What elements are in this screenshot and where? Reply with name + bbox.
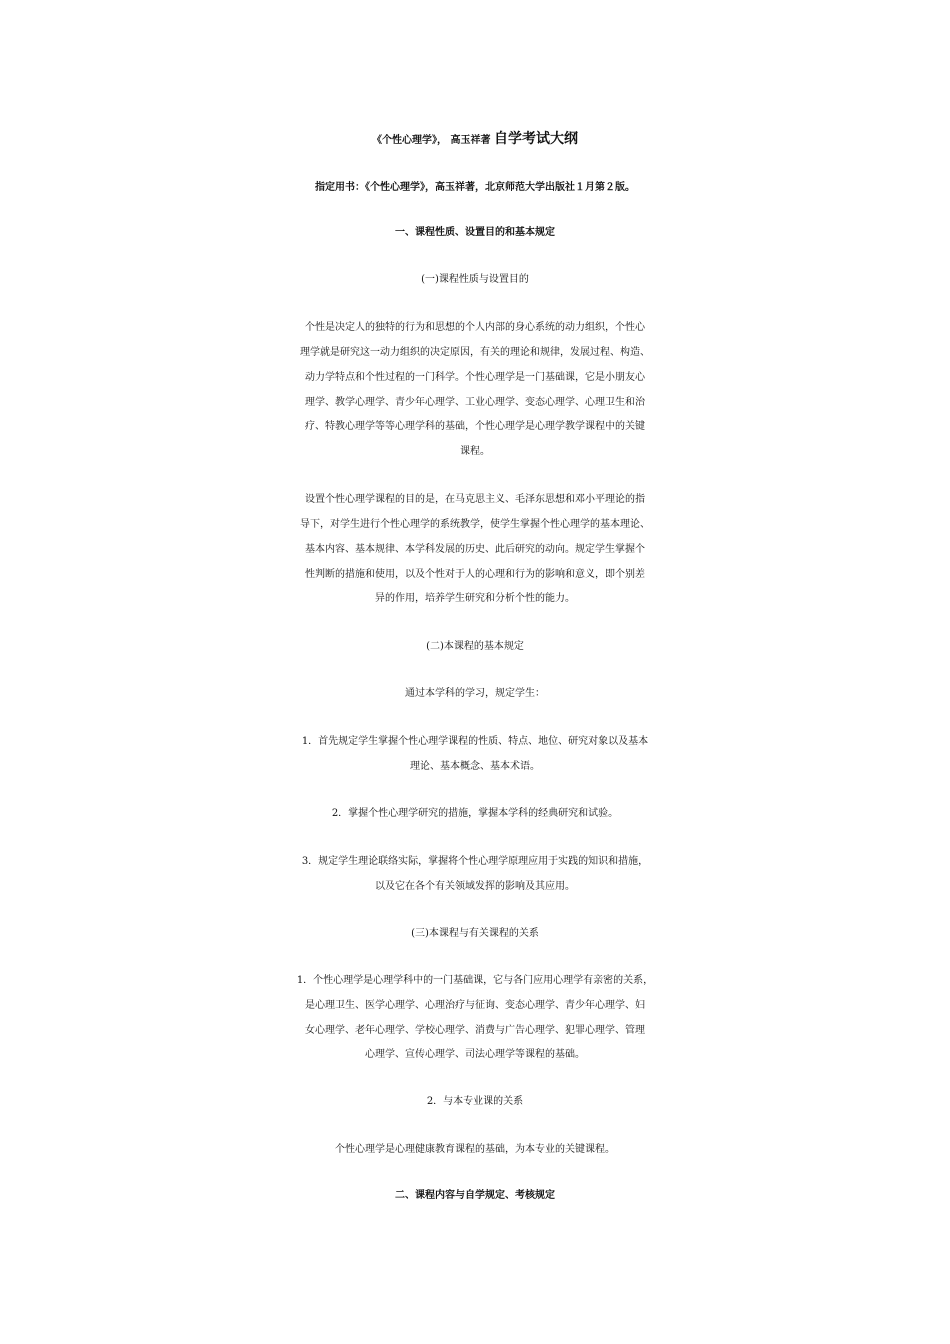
title-main: 《个性心理学》， 高玉祥著 <box>372 135 491 146</box>
title-subtitle: 自学考试大纲 <box>493 131 578 147</box>
section-heading-1: 一、课程性质、设置目的和基本规定 <box>395 227 555 238</box>
item-line: 是心理卫生、医学心理学、心理治疗与征询、变态心理学、青少年心理学、妇 <box>305 1000 645 1011</box>
paragraph-line: 个性是决定人的独特的行为和思想的个人内部的身心系统的动力组织，个性心 <box>305 322 645 333</box>
designated-book: 指定用书：《个性心理学》，高玉祥著，北京师范大学出版社１月第２版。 <box>315 182 635 193</box>
paragraph-line: 性判断的措施和使用，以及个性对于人的心理和行为的影响和意义，即个别差 <box>305 569 645 580</box>
paragraph-line: 基本内容、基本规律、本学科发展的历史、此后研究的动向。规定学生掌握个 <box>305 544 645 555</box>
section-heading-2: 二、课程内容与自学规定、考核规定 <box>395 1190 555 1201</box>
subsection-heading-1: (一)课程性质与设置目的 <box>421 274 529 285</box>
document-title <box>0 127 950 153</box>
item-line: 1．个性心理学是心理学科中的一门基础课，它与各门应用心理学有亲密的关系， <box>296 975 654 986</box>
paragraph-line: 疗、特教心理学等等心理学科的基础，个性心理学是心理学教学课程中的关键 <box>305 421 645 432</box>
item-line: 理论、基本概念、基本术语。 <box>410 761 540 772</box>
subsection-heading-3: (三)本课程与有关课程的关系 <box>411 928 539 939</box>
item-line: 女心理学、老年心理学、学校心理学、消费与广告心理学、犯罪心理学、管理 <box>305 1025 645 1036</box>
item-line: 心理学、宣传心理学、司法心理学等课程的基础。 <box>365 1049 585 1060</box>
intro-line: 通过本学科的学习，规定学生： <box>405 688 545 699</box>
paragraph-line: 异的作用，培养学生研究和分析个性的能力。 <box>375 593 575 604</box>
paragraph-line: 设置个性心理学课程的目的是，在马克思主义、毛泽东思想和邓小平理论的指 <box>305 494 645 505</box>
paragraph-line: 理学、教学心理学、青少年心理学、工业心理学、变态心理学、心理卫生和治 <box>305 397 645 408</box>
paragraph-line: 导下，对学生进行个性心理学的系统教学，使学生掌握个性心理学的基本理论、 <box>300 519 650 530</box>
relation-item-2-text: 个性心理学是心理健康教育课程的基础，为本专业的关键课程。 <box>335 1144 615 1155</box>
item-line: 以及它在各个有关领域发挥的影响及其应用。 <box>375 881 575 892</box>
relation-item-2-heading: 2．与本专业课的关系 <box>426 1096 524 1107</box>
item-line: 1．首先规定学生掌握个性心理学课程的性质、特点、地位、研究对象以及基本 <box>301 736 649 747</box>
requirement-item-2: 2．掌握个性心理学研究的措施，掌握本学科的经典研究和试验。 <box>331 808 619 819</box>
paragraph-line: 动力学特点和个性过程的一门科学。个性心理学是一门基础课，它是小朋友心 <box>305 372 645 383</box>
paragraph-line: 理学就是研究这一动力组织的决定原因，有关的理论和规律，发展过程、构造、 <box>300 347 650 358</box>
paragraph-line: 课程。 <box>460 446 490 457</box>
subsection-heading-2: (二)本课程的基本规定 <box>426 641 524 652</box>
item-line: 3．规定学生理论联络实际，掌握将个性心理学原理应用于实践的知识和措施， <box>301 856 649 867</box>
